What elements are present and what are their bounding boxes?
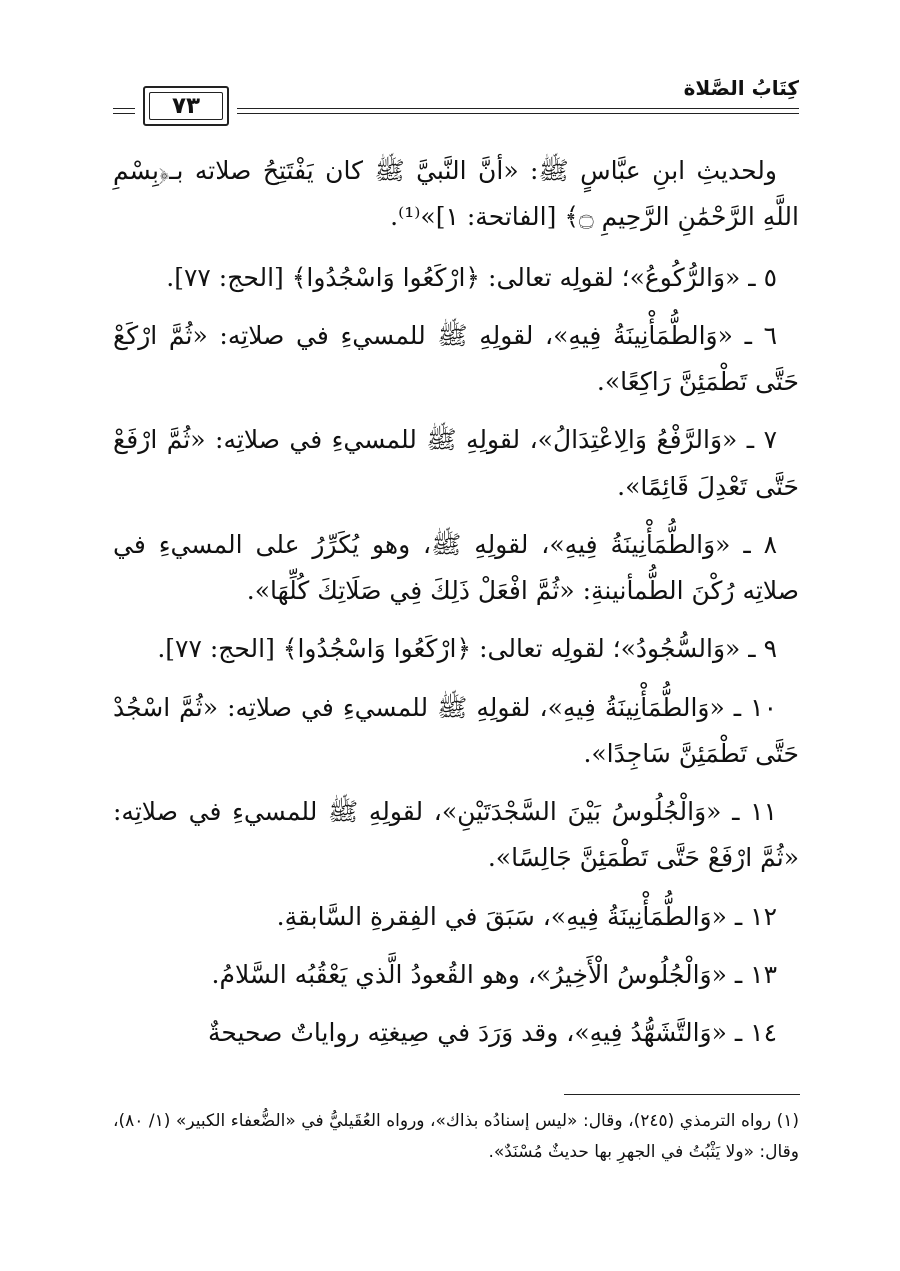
page-header (113, 74, 799, 126)
paragraph-item-5: ٥ ـ «وَالرُّكُوعُ»؛ لقولِه تعالى: ﴿ارْكَعُوا وَاسْجُدُوا﴾ [الحج: ٧٧]. (166, 262, 777, 292)
paragraph-item-12: ١٢ ـ «وَالطُّمَأْنِينَةُ فِيهِ»، سَبَقَ في الفِقرةِ السَّابقةِ. (276, 901, 777, 931)
header-rule-left-top (113, 108, 135, 109)
main-text (113, 148, 799, 1068)
header-rule-right-top (237, 108, 799, 109)
paragraph-item-9: ٩ ـ «وَالسُّجُودُ»؛ لقولِه تعالى: ﴿ارْكَعُوا وَاسْجُدُوا﴾ [الحج: ٧٧]. (157, 634, 777, 664)
paragraph-item-10: ١٠ ـ «وَالطُّمَأْنِينَةُ فِيهِ»، لقولِهِ ﷺ للمسيءِ في صلاتِه: «ثُمَّ اسْجُدْ حَتَّى تَطْمَئِنَّ سَاجِدًا». (113, 692, 799, 768)
header-rule-right-bottom (237, 113, 799, 114)
header-rule-left-bottom (113, 113, 135, 114)
paragraph-item-6: ٦ ـ «وَالطُّمَأْنِينَةُ فِيهِ»، لقولِهِ ﷺ للمسيءِ في صلاتِه: «ثُمَّ ارْكَعْ حَتَّى تَطْمَئِنَّ رَاكِعًا». (113, 320, 799, 396)
paragraph-item-13: ١٣ ـ «وَالْجُلُوسُ الْأَخِيرُ»، وهو القُعودُ الَّذي يَعْقُبُه السَّلامُ. (211, 959, 777, 989)
paragraph-intro: ولحديثِ ابنِ عبَّاسٍ ﷺ: «أنَّ النَّبيَّ ﷺ كان يَفْتَتِحُ صلاته بـ﴿بِسْمِ اللَّهِ الرَّحْمَٰنِ الرَّحِيمِ ۝﴾ [الفاتحة: ١]»⁽¹⁾. (113, 156, 799, 232)
page-number-box (143, 86, 229, 126)
footnote: (١) رواه الترمذي (٢٤٥)، وقال: «ليس إسنادُه بذاك»، ورواه العُقَيليُّ في «الضُّعفاء الكبير» (١/ ٨٠)، وقال: «ولا يَثْبُتُ في الجهرِ بها حديثٌ مُسْنَدٌ». (113, 1111, 799, 1163)
paragraph-item-8: ٨ ـ «وَالطُّمَأْنِينَةُ فِيهِ»، لقولِهِ ﷺ، وهو يُكَرِّرُ على المسيءِ في صلاتِه رُكْنَ الطُّمأنينةِ: «ثُمَّ افْعَلْ ذَلِكَ فِي صَلَاتِكَ كُلِّهَا». (113, 529, 799, 605)
paragraph-item-11: ١١ ـ «وَالْجُلُوسُ بَيْنَ السَّجْدَتَيْنِ»، لقولِهِ ﷺ للمسيءِ في صلاتِه: «ثُمَّ ارْفَعْ حَتَّى تَطْمَئِنَّ جَالِسًا». (113, 797, 799, 873)
paragraph-item-7: ٧ ـ «وَالرَّفْعُ وَالِاعْتِدَالُ»، لقولِهِ ﷺ للمسيءِ في صلاتِه: «ثُمَّ ارْفَعْ حَتَّى تَعْدِلَ قَائِمًا». (113, 425, 799, 501)
footnote-separator (564, 1094, 800, 1095)
paragraph-item-14: ١٤ ـ «وَالتَّشَهُّدُ فِيهِ»، وقد وَرَدَ في صِيغتِه رواياتٌ صحيحةٌ (207, 1018, 777, 1047)
book-title: كِتَابُ الصَّلاة (683, 76, 799, 100)
page-number: ٧٣ (149, 92, 223, 120)
